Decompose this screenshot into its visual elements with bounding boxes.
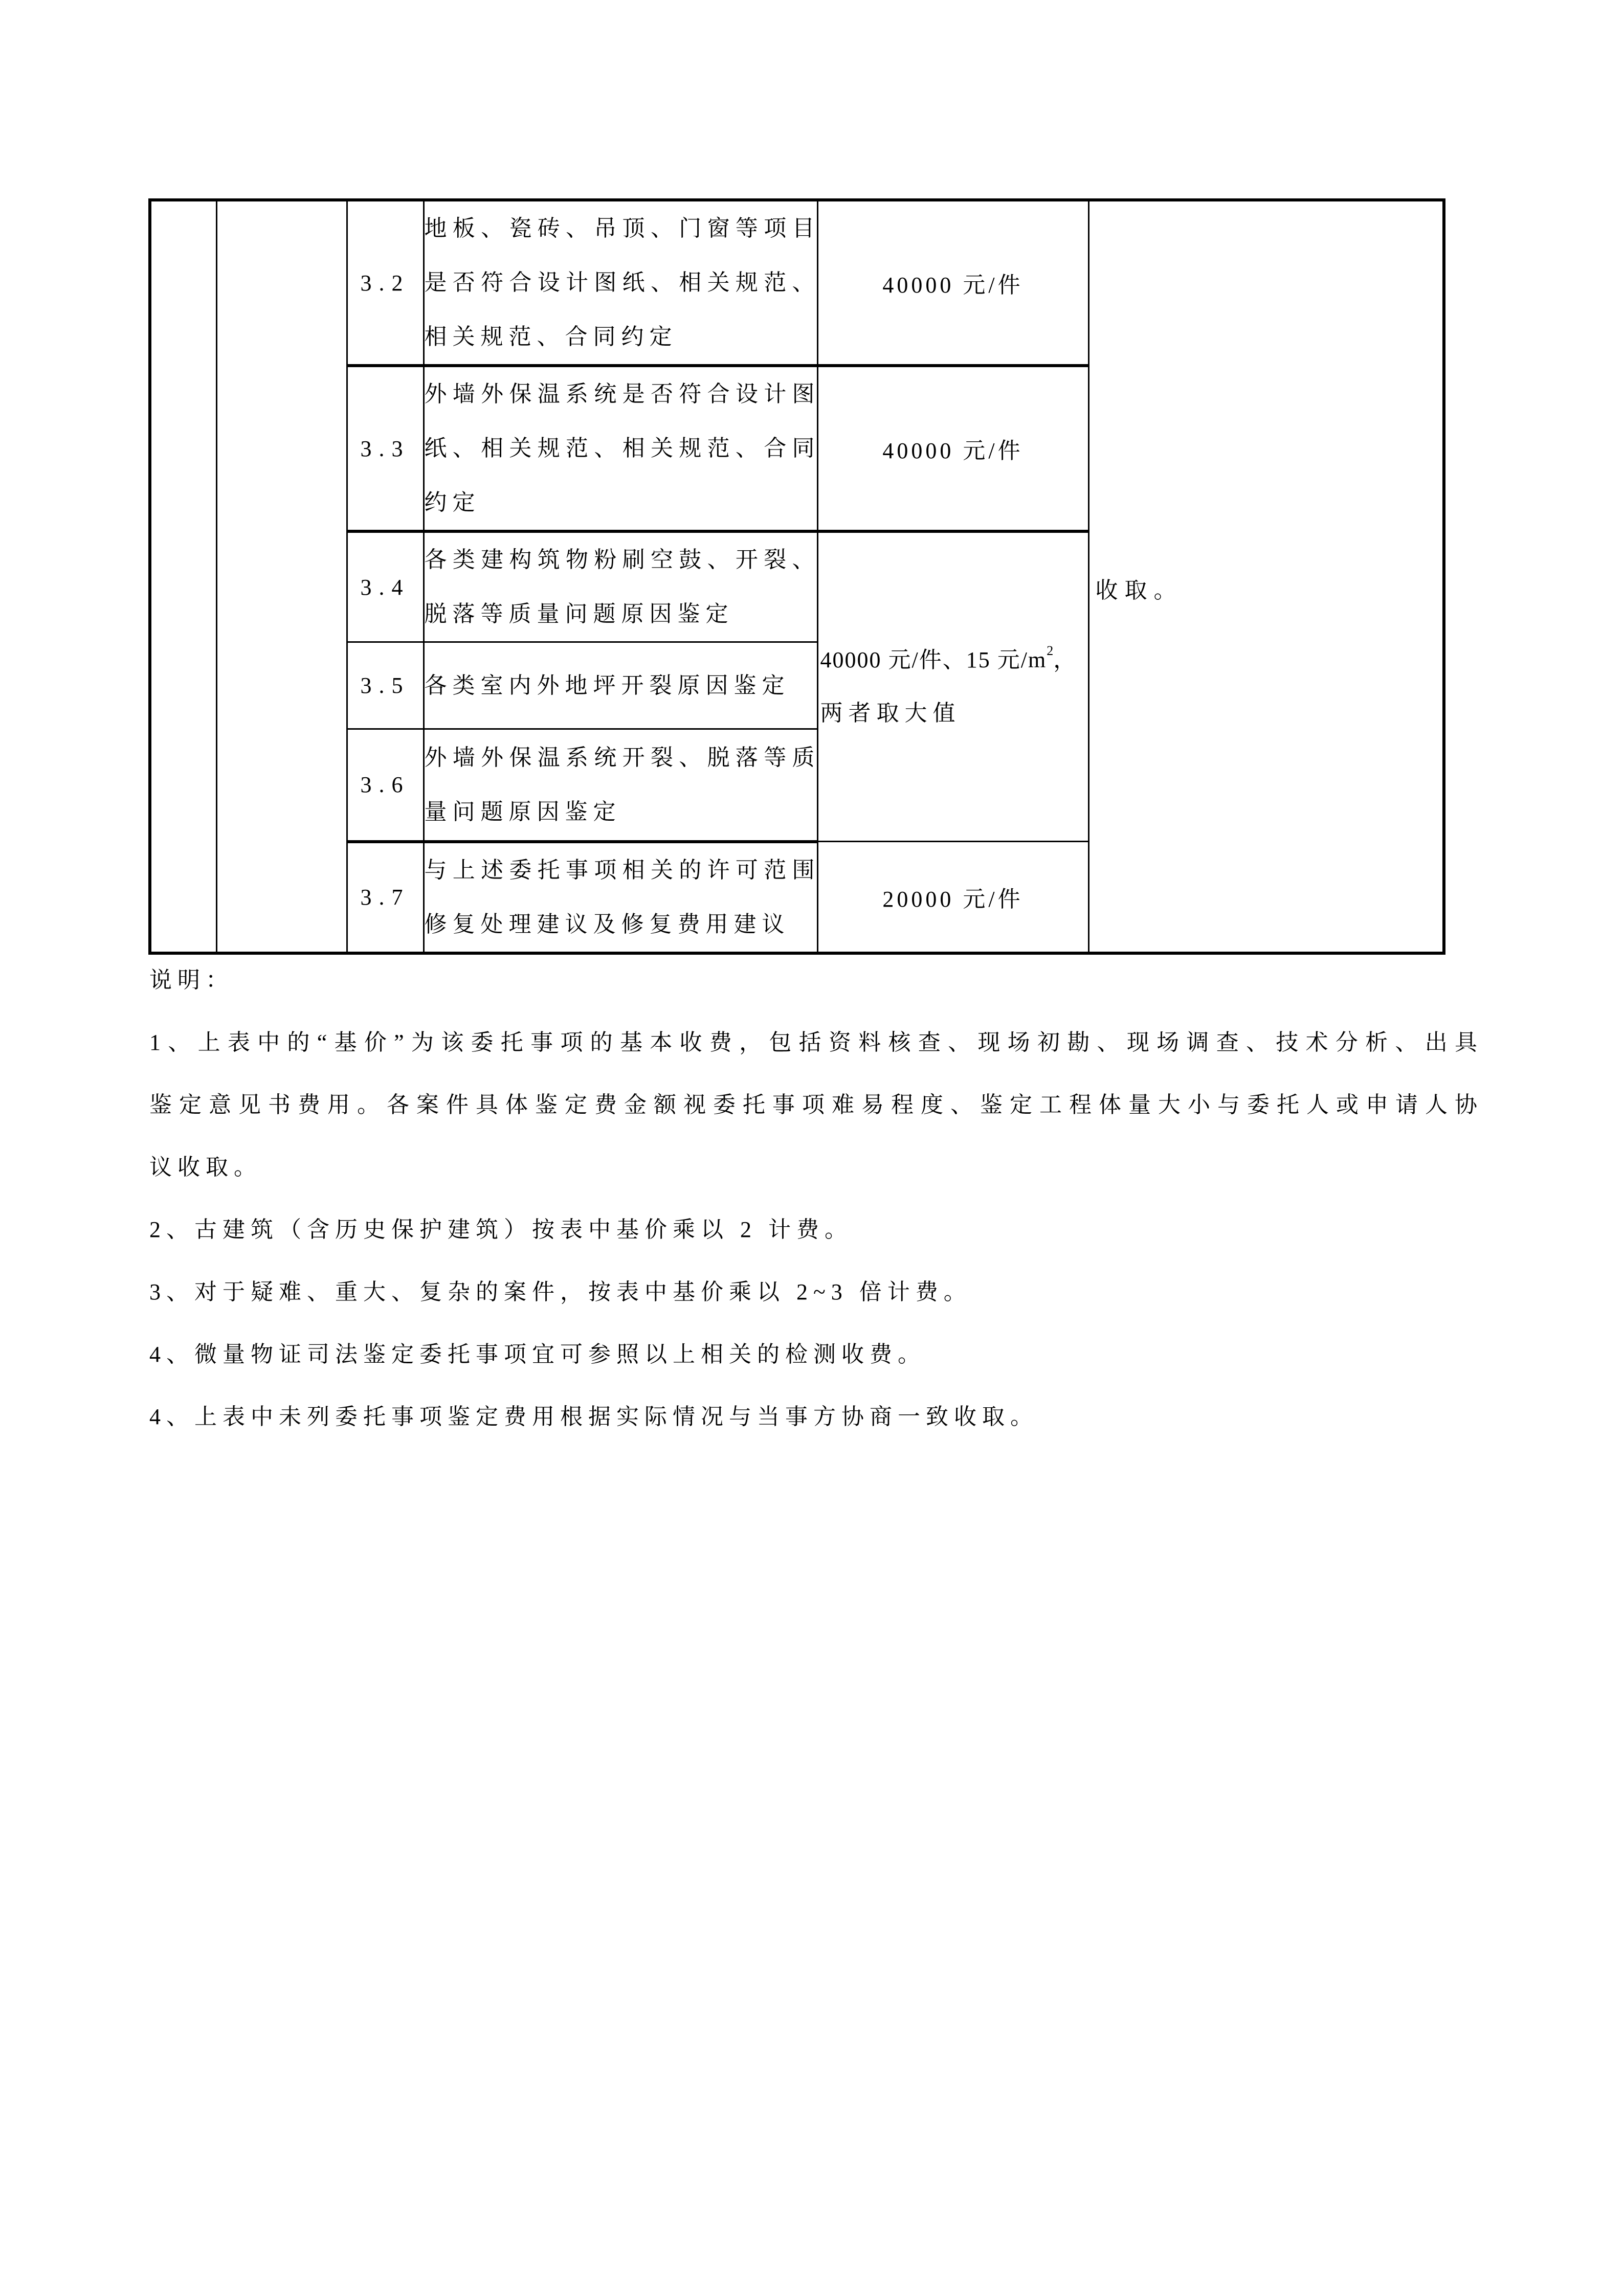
description-line: 约定 <box>424 490 481 515</box>
description-line: 相关规范、合同约定 <box>424 324 678 349</box>
description-line: 与上述委托事项相关的许可范围 <box>424 857 817 883</box>
merged-price-comma: ， <box>1053 647 1077 672</box>
description-line: 修复处理建议及修复费用建议 <box>424 911 790 937</box>
item-description-cell <box>424 729 817 842</box>
description-line: 量问题原因鉴定 <box>424 799 621 824</box>
merged-price-text: 40000 元/件、15 元/m <box>820 647 1047 672</box>
description-line: 是否符合设计图纸、相关规范、 <box>424 270 817 295</box>
description-line: 各类建构筑物粉刷空鼓、开裂、 <box>424 547 817 572</box>
note-line: 2、古建筑（含历史保护建筑）按表中基价乘以 2 计费。 <box>149 1217 853 1242</box>
remark-cell <box>1088 200 1444 953</box>
square-meter-superscript: 2 <box>1047 643 1054 658</box>
item-number-cell: 3.3 <box>347 366 424 531</box>
item-number-cell: 3.6 <box>347 729 424 842</box>
price-cell: 40000 元/件 <box>817 366 1088 531</box>
price-cell: 20000 元/件 <box>817 842 1088 953</box>
note-line: 3、对于疑难、重大、复杂的案件，按表中基价乘以 2~3 倍计费。 <box>149 1279 972 1304</box>
merged-empty-subcategory-cell <box>216 200 347 953</box>
note-line: 鉴定意见书费用。各案件具体鉴定费金额视委托事项难易程度、鉴定工程体量大小与委托人或申请人协 <box>149 1092 1479 1117</box>
item-number-cell: 3.2 <box>347 200 424 366</box>
item-description-cell <box>424 200 817 366</box>
merged-price-cell <box>817 531 1088 842</box>
description-line: 各类室内外地坪开裂原因鉴定 <box>424 672 790 698</box>
merged-empty-category-cell <box>150 200 216 953</box>
note-line: 4、上表中未列委托事项鉴定费用根据实际情况与当事方协商一致收取。 <box>149 1404 1038 1429</box>
description-line: 纸、相关规范、相关规范、合同 <box>424 436 817 461</box>
description-line: 地板、瓷砖、吊顶、门窗等项目 <box>424 216 817 241</box>
price-cell: 40000 元/件 <box>817 200 1088 366</box>
table-row <box>150 200 1444 366</box>
merged-price-line-1 <box>820 634 1086 687</box>
fee-table <box>148 198 1445 955</box>
merged-price-line-2: 两者取大值 <box>820 701 961 726</box>
item-description-cell <box>424 842 817 953</box>
description-line: 外墙外保温系统开裂、脱落等质 <box>424 745 817 770</box>
remark-text: 收取。 <box>1095 578 1183 603</box>
item-number-cell: 3.5 <box>347 642 424 729</box>
item-description-cell <box>424 366 817 531</box>
notes-section <box>149 949 1479 1448</box>
item-number-cell: 3.4 <box>347 531 424 642</box>
notes-heading: 说明： <box>149 967 234 993</box>
item-description-cell <box>424 642 817 729</box>
description-line: 外墙外保温系统是否符合设计图 <box>424 381 817 407</box>
item-description-cell <box>424 531 817 642</box>
item-number-cell: 3.7 <box>347 842 424 953</box>
note-line: 1、上表中的“基价”为该委托事项的基本收费，包括资料核查、现场初勘、现场调查、技术分析、出具 <box>149 1030 1479 1055</box>
description-line: 脱落等质量问题原因鉴定 <box>424 601 734 626</box>
note-line: 4、微量物证司法鉴定委托事项宜可参照以上相关的检测收费。 <box>149 1342 926 1367</box>
note-line: 议收取。 <box>149 1155 262 1180</box>
